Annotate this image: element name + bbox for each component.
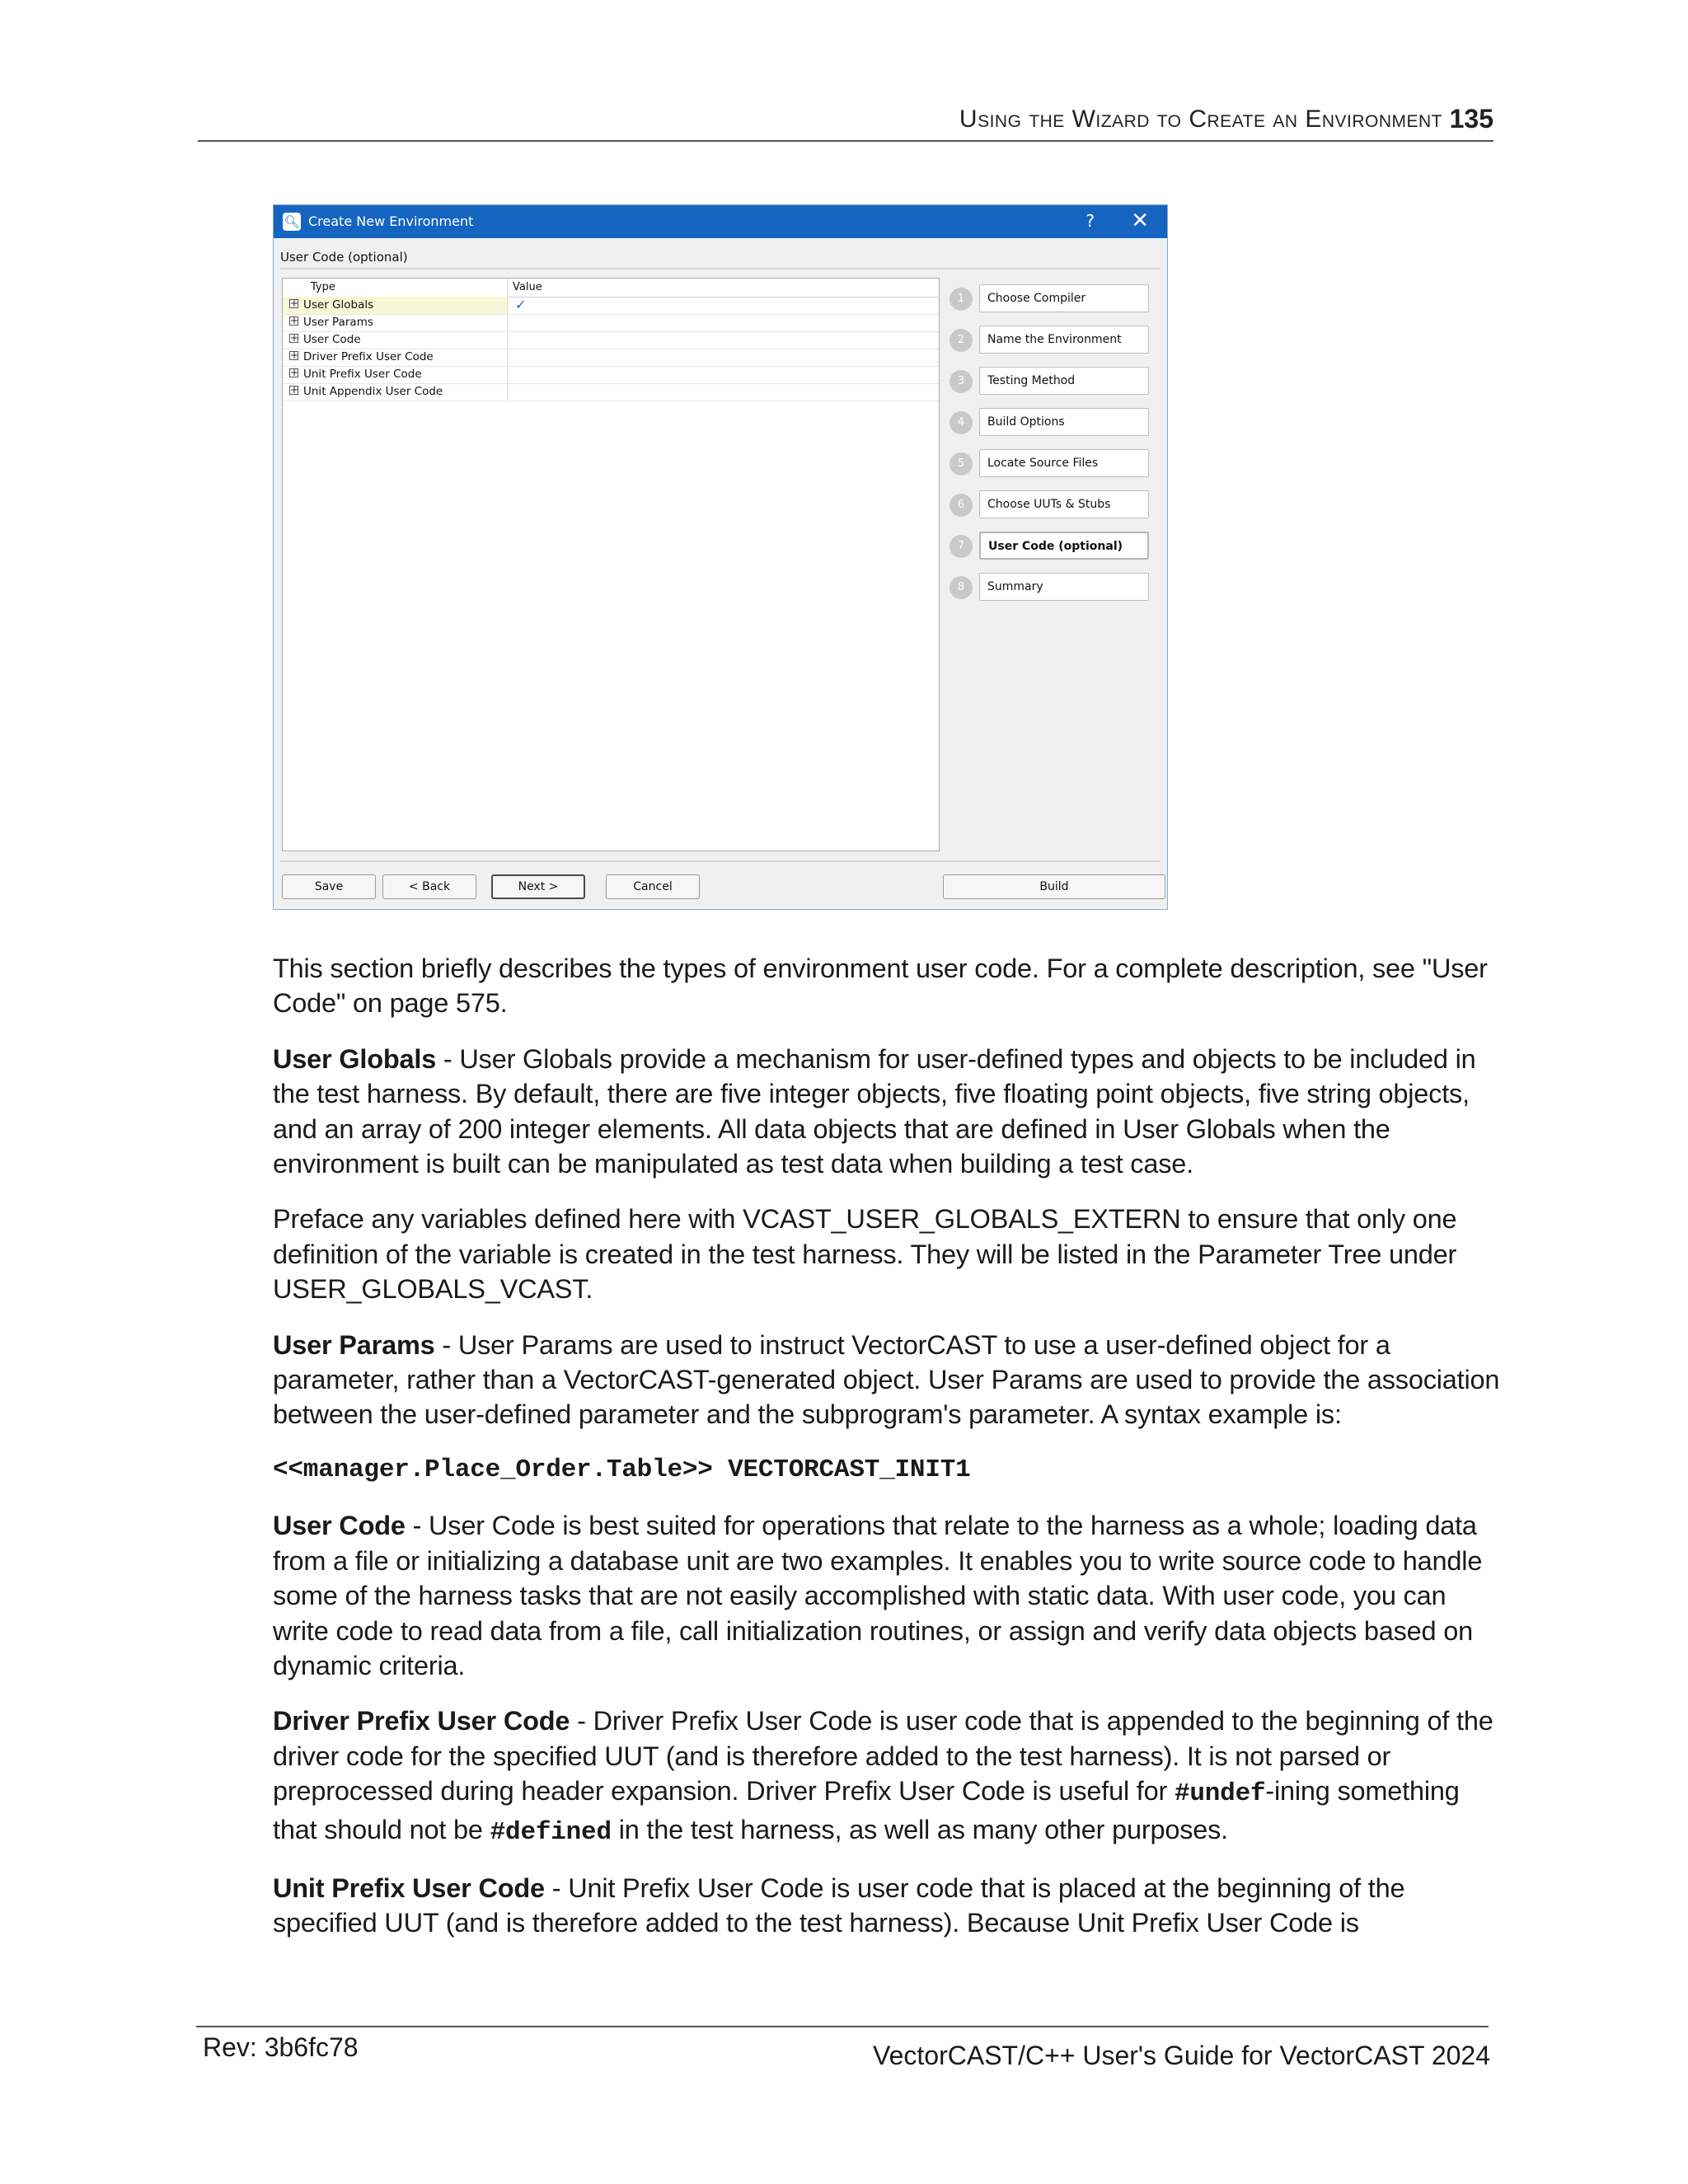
tree-row-label: User Code — [303, 333, 361, 346]
step-label: Name the Environment — [987, 333, 1122, 346]
tree-row-label: User Params — [303, 316, 373, 329]
description: - User Code is best suited for operations that relate to the harness as a whole; loading data from a file or initializing a database unit are two examples. It enables you to write source code to handle some of the harness tasks that are not easily accomplished with static data. With user code, you can write code to read data from a file, call initialization routines, or assign and verify data objects based on dynamic criteria. — [273, 1511, 1483, 1680]
user-params-paragraph — [273, 1328, 1501, 1432]
step-button[interactable] — [979, 573, 1149, 601]
step-number: 8 — [950, 576, 973, 599]
footer-guide-title: VectorCAST/C++ User's Guide for VectorCAST 2024 — [873, 2041, 1490, 2070]
footer-revision: Rev: 3b6fc78 — [203, 2032, 359, 2062]
term: Driver Prefix User Code — [273, 1706, 570, 1736]
intro-paragraph: This section briefly describes the types of environment user code. For a complete description, see "User Code" on page 575. — [273, 954, 1488, 1019]
step-name-environment[interactable] — [950, 326, 1151, 355]
description: - User Globals provide a mechanism for user-defined types and objects to be included in the test harness. By default, there are five integer objects, five floating point objects, five string objects, and an array of 200 integer elements. All data objects that are defined in User Globals when the environment is built can be manipulated as test data when building a test case. — [273, 1043, 1476, 1179]
search-icon: 🔍︎ — [284, 214, 300, 229]
expand-icon[interactable]: + — [290, 349, 299, 361]
row-type-cell — [283, 314, 507, 331]
preface-paragraph: Preface any variables defined here with VCAST_USER_GLOBALS_EXTERN to ensure that only one definition of the variable is created in the test harness. They will be listed in the Parameter Tree under USER_GLOBALS_VCAST. — [273, 1204, 1457, 1305]
step-button[interactable] — [979, 532, 1149, 560]
step-number: 7 — [950, 535, 973, 558]
term: User Globals — [273, 1043, 437, 1074]
step-label: Locate Source Files — [987, 457, 1099, 470]
expand-icon[interactable]: + — [290, 332, 299, 344]
step-choose-uuts-stubs[interactable] — [950, 490, 1151, 520]
step-button[interactable] — [979, 367, 1149, 395]
row-type-cell — [283, 331, 507, 349]
step-number: 6 — [950, 494, 973, 517]
tree-row-driver-prefix-user-code[interactable] — [283, 349, 939, 367]
step-label: Summary — [987, 580, 1043, 593]
header-title: Using the Wizard to Create an Environment — [959, 105, 1442, 133]
help-icon[interactable]: ? — [1085, 211, 1095, 231]
code-snippet: #defined — [490, 1817, 612, 1847]
description: - Driver Prefix User Code is user code that is appended to the beginning of the driver code for the specified UUT (and is therefore added to the test harness). It is not parsed or preprocessed during header expansion. Driver Prefix User Code is useful for — [273, 1706, 1493, 1807]
tree-row-user-globals[interactable] — [283, 297, 939, 315]
expand-icon[interactable]: + — [290, 367, 299, 378]
create-environment-dialog — [273, 204, 1168, 910]
column-header-value[interactable]: Value — [513, 281, 542, 293]
step-number: 5 — [950, 452, 973, 476]
step-label: User Code (optional) — [988, 540, 1123, 553]
row-type-cell — [283, 383, 507, 401]
step-label: Choose UUTs & Stubs — [987, 498, 1111, 511]
row-type-cell — [283, 297, 507, 314]
step-summary[interactable] — [950, 573, 1151, 602]
page-number: 135 — [1449, 104, 1493, 134]
next-button[interactable]: Next > — [491, 874, 585, 899]
expand-icon[interactable]: + — [290, 315, 299, 326]
step-label: Testing Method — [987, 374, 1076, 387]
step-button[interactable] — [979, 408, 1149, 436]
step-button[interactable] — [979, 326, 1149, 354]
dialog-titlebar — [274, 205, 1167, 238]
driver-prefix-paragraph — [273, 1704, 1501, 1850]
term: Unit Prefix User Code — [273, 1872, 545, 1903]
checkmark-icon: ✓ — [515, 297, 527, 312]
user-code-tree[interactable] — [282, 278, 940, 851]
step-choose-compiler[interactable] — [950, 284, 1151, 314]
divider — [280, 268, 1160, 269]
step-label: Build Options — [987, 415, 1065, 429]
row-type-cell — [283, 366, 507, 383]
body-text — [273, 951, 1501, 1961]
divider — [280, 860, 1160, 862]
build-button[interactable]: Build — [943, 874, 1165, 899]
step-locate-source-files[interactable] — [950, 449, 1151, 479]
step-button[interactable] — [979, 449, 1149, 477]
tree-row-label: Unit Appendix User Code — [303, 385, 443, 398]
tree-header — [283, 279, 939, 298]
code-snippet: #undef — [1174, 1779, 1266, 1809]
step-label: Choose Compiler — [987, 292, 1086, 305]
tree-row-unit-appendix-user-code[interactable] — [283, 383, 939, 401]
user-globals-paragraph — [273, 1042, 1501, 1182]
term: User Code — [273, 1511, 406, 1541]
description: in the test harness, as well as many other purposes. — [611, 1814, 1228, 1844]
user-code-paragraph — [273, 1508, 1501, 1683]
step-user-code[interactable] — [950, 532, 1151, 561]
column-header-type[interactable]: Type — [311, 281, 335, 293]
row-type-cell — [283, 349, 507, 366]
step-button[interactable] — [979, 284, 1149, 312]
tree-row-label: User Globals — [303, 298, 374, 312]
dialog-title: Create New Environment — [308, 213, 474, 229]
tree-row-user-code[interactable] — [283, 331, 939, 349]
close-icon[interactable]: ✕ — [1131, 209, 1149, 233]
unit-prefix-paragraph — [273, 1871, 1501, 1941]
step-number: 4 — [950, 411, 973, 434]
back-button[interactable]: < Back — [382, 874, 476, 899]
expand-icon[interactable]: + — [290, 384, 299, 396]
description: - Unit Prefix User Code is user code that is placed at the beginning of the specified UUT (and is therefore added to the test harness). Because Unit Prefix User Code is — [273, 1872, 1405, 1938]
description: -ining something that should not be — [273, 1776, 1460, 1844]
step-number: 1 — [950, 288, 973, 311]
dialog-subtitle: User Code (optional) — [280, 250, 408, 265]
step-number: 2 — [950, 329, 973, 352]
footer-rule — [196, 2026, 1489, 2027]
wizard-steps — [946, 278, 1162, 851]
step-number: 3 — [950, 370, 973, 393]
step-build-options[interactable] — [950, 408, 1151, 438]
cancel-button[interactable]: Cancel — [606, 874, 700, 899]
step-button[interactable] — [979, 490, 1149, 518]
term: User Params — [273, 1329, 435, 1360]
tree-row-user-params[interactable] — [283, 314, 939, 332]
description: - User Params are used to instruct VectorCAST to use a user-defined object for a parameter, rather than a VectorCAST-generated object. User Params are used to provide the association between the user-defined parameter and the subprogram's parameter. A syntax example is: — [273, 1329, 1500, 1430]
save-button[interactable]: Save — [282, 874, 376, 899]
page-header — [198, 102, 1493, 142]
tree-row-label: Unit Prefix User Code — [303, 368, 422, 381]
tree-row-unit-prefix-user-code[interactable] — [283, 366, 939, 384]
syntax-example: <<manager.Place_Order.Table>> VECTORCAST_INIT1 — [273, 1455, 971, 1484]
tree-row-label: Driver Prefix User Code — [303, 350, 434, 363]
step-testing-method[interactable] — [950, 367, 1151, 396]
expand-icon[interactable]: + — [290, 298, 299, 309]
